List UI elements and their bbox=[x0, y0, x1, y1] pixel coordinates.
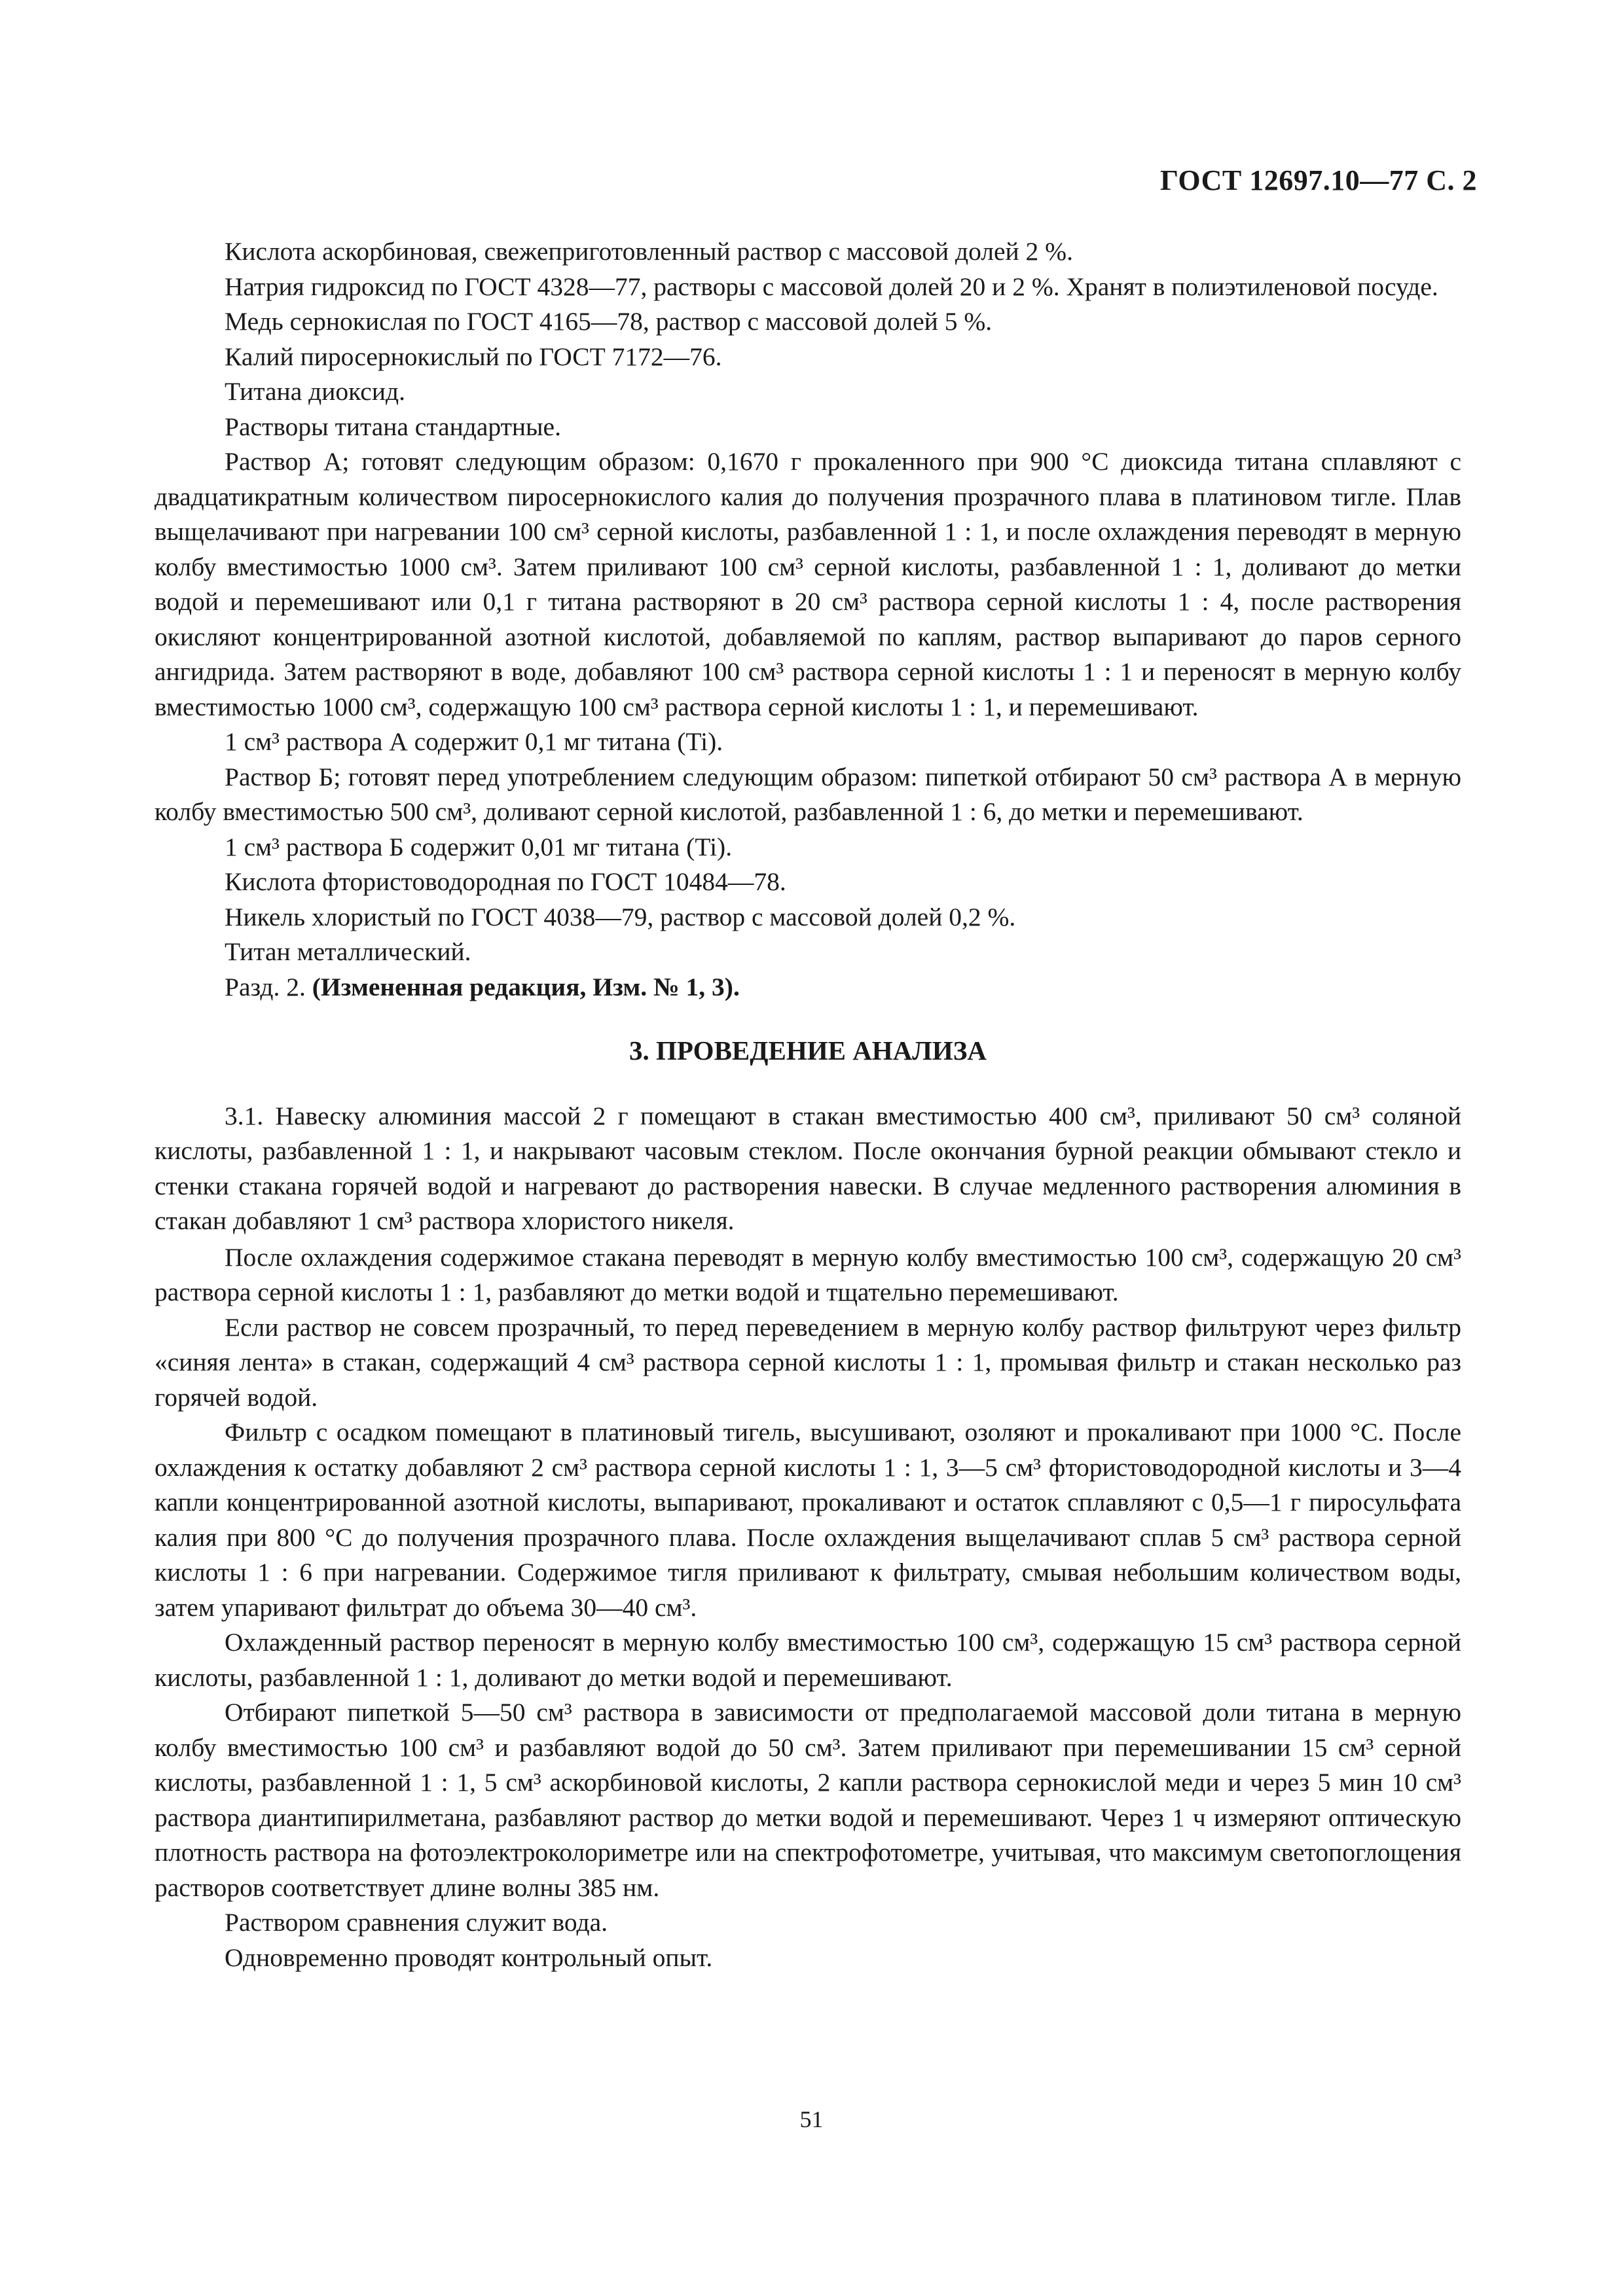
paragraph: Отбирают пипеткой 5—50 см³ раствора в зависимости от предполагаемой массовой доли титана в мерную колбу вместимостью 100 см³ и разбавляют водой до 50 см³. Затем приливают при перемешивании 15 см³ серной кислоты, разбавленной 1 : 1, 5 см³ аскорбиновой кислоты, 2 капли раствора сернокислой меди и через 5 мин 10 см³ раствора диантипирилметана, разбавляют раствор до метки водой и перемешивают. Через 1 ч измеряют оптическую плотность раствора на фотоэлектроколориметре или на спектрофотометре, учитывая, что максимум светопоглощения растворов соответствует длине волны 385 нм. bbox=[155, 1698, 1461, 1902]
paragraph: Растворы титана стандартные. bbox=[225, 412, 561, 441]
section-title: 3. ПРОВЕДЕНИЕ АНАЛИЗА bbox=[629, 1035, 987, 1066]
paragraph: Кислота аскорбиновая, свежеприготовленный раствор с массовой долей 2 %. bbox=[225, 237, 1073, 266]
paragraph: Медь сернокислая по ГОСТ 4165—78, раствор с массовой долей 5 %. bbox=[225, 307, 993, 336]
paragraph: Раствором сравнения служит вода. bbox=[225, 1908, 608, 1937]
paragraph: Раствор Б; готовят перед употреблением следующим образом: пипеткой отбирают 50 см³ раствора А в мерную колбу вместимостью 500 см³, доливают серной кислотой, разбавленной 1 : 6, до метки и перемешивают. bbox=[155, 762, 1461, 826]
paragraph: 1 см³ раствора Б содержит 0,01 мг титана (Ti). bbox=[225, 832, 733, 861]
paragraph: Титана диоксид. bbox=[225, 377, 405, 406]
paragraph: После охлаждения содержимое стакана переводят в мерную колбу вместимостью 100 см³, содержащую 20 см³ раствора серной кислоты 1 : 1, разбавляют до метки водой и тщательно перемешивают. bbox=[155, 1242, 1461, 1306]
revision-prefix: Разд. 2. bbox=[225, 972, 312, 1001]
paragraph: Кислота фтористоводородная по ГОСТ 10484—78. bbox=[225, 867, 786, 896]
document-body bbox=[155, 234, 1461, 1975]
paragraph: Если раствор не совсем прозрачный, то перед переведением в мерную колбу раствор фильтруют через фильтр «синяя лента» в стакан, содержащий 4 см³ раствора серной кислоты 1 : 1, промывая фильтр и стакан несколько раз горячей водой. bbox=[155, 1312, 1461, 1412]
paragraph: Фильтр с осадком помещают в платиновый тигель, высушивают, озоляют и прокаливают при 1000 °С. После охлаждения к остатку добавляют 2 см³ раствора серной кислоты 1 : 1, 3—5 см³ фтористоводородной кислоты и 3—4 капли концентрированной азотной кислоты, выпаривают, прокаливают и остаток сплавляют с 0,5—1 г пиросульфата калия при 800 °С до получения прозрачного плава. После охлаждения выщелачивают сплав 5 см³ раствора серной кислоты 1 : 6 при нагревании. Содержимое тигля приливают к фильтрату, смывая небольшим количеством воды, затем упаривают фильтрат до объема 30—40 см³. bbox=[155, 1418, 1461, 1622]
paragraph: Никель хлористый по ГОСТ 4038—79, раствор с массовой долей 0,2 %. bbox=[225, 902, 1016, 931]
paragraph: 3.1. Навеску алюминия массой 2 г помещают в стакан вместимостью 400 см³, приливают 50 см³ соляной кислоты, разбавленной 1 : 1, и накрывают часовым стеклом. После окончания бурной реакции обмывают стекло и стенки стакана горячей водой и нагревают до растворения навески. В случае медленного растворения алюминия в стакан добавляют 1 см³ раствора хлористого никеля. bbox=[155, 1101, 1461, 1235]
paragraph: Охлажденный раствор переносят в мерную колбу вместимостью 100 см³, содержащую 15 см³ раствора серной кислоты, разбавленной 1 : 1, доливают до метки водой и перемешивают. bbox=[155, 1628, 1461, 1692]
paragraph: Одновременно проводят контрольный опыт. bbox=[225, 1943, 713, 1972]
revision-note bbox=[155, 970, 1461, 1005]
paragraph: Калий пиросернокислый по ГОСТ 7172—76. bbox=[225, 342, 722, 371]
paragraph: Титан металлический. bbox=[225, 937, 471, 966]
paragraph: Раствор А; готовят следующим образом: 0,1670 г прокаленного при 900 °С диоксида титана сплавляют с двадцатикратным количеством пиросернокислого калия до получения прозрачного плава в платиновом тигле. Плав выщелачивают при нагревании 100 см³ серной кислоты, разбавленной 1 : 1, и после охлаждения переводят в мерную колбу вместимостью 1000 см³. Затем приливают 100 см³ серной кислоты, разбавленной 1 : 1, доливают до метки водой и перемешивают или 0,1 г титана растворяют в 20 см³ раствора серной кислоты 1 : 4, после растворения окисляют концентрированной азотной кислотой, добавляемой по каплям, раствор выпаривают до паров серного ангидрида. Затем растворяют в воде, добавляют 100 см³ раствора серной кислоты 1 : 1 и переносят в мерную колбу вместимостью 1000 см³, содержащую 100 см³ раствора серной кислоты 1 : 1, и перемешивают. bbox=[155, 447, 1461, 721]
page-number: 51 bbox=[799, 2106, 824, 2132]
document-header: ГОСТ 12697.10—77 С. 2 bbox=[1159, 164, 1477, 196]
revision-bold: (Измененная редакция, Изм. № 1, 3). bbox=[312, 972, 740, 1001]
paragraph: Натрия гидроксид по ГОСТ 4328—77, растворы с массовой долей 20 и 2 %. Хранят в полиэтиленовой посуде. bbox=[225, 272, 1438, 301]
paragraph: 1 см³ раствора А содержит 0,1 мг титана (Ti). bbox=[225, 727, 723, 756]
